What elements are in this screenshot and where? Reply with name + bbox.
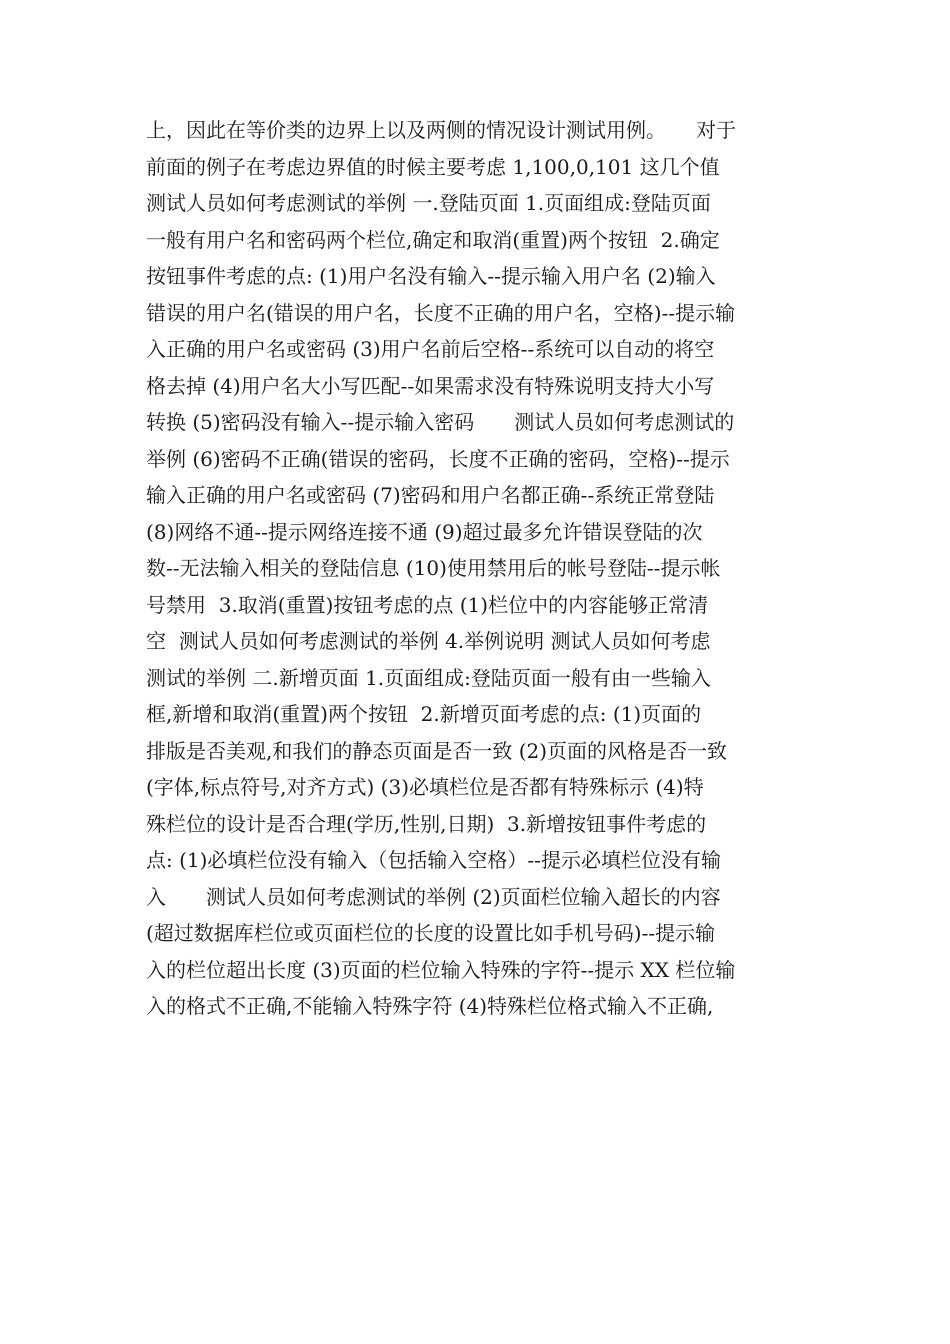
text-line: 殊栏位的设计是否合理(学历,性别,日期) 3.新增按钮事件考虑的 xyxy=(146,811,707,836)
text-line: 排版是否美观,和我们的静态页面是否一致 (2)页面的风格是否一致 xyxy=(146,738,728,763)
text-line: (8)网络不通--提示网络连接不通 (9)超过最多允许错误登陆的次 xyxy=(146,519,703,544)
text-line: 一般有用户名和密码两个栏位,确定和取消(重置)两个按钮 2.确定 xyxy=(146,227,720,252)
text-line: 入的格式不正确,不能输入特殊字符 (4)特殊栏位格式输入不正确, xyxy=(146,994,714,1018)
text-line: 上，因此在等价类的边界上以及两侧的情况设计测试用例。 对于 xyxy=(146,118,736,142)
text-line: 输入正确的用户名或密码 (7)密码和用户名都正确--系统正常登陆 xyxy=(146,483,715,507)
text-line: (超过数据库栏位或页面栏位的长度的设置比如手机号码)--提示输 xyxy=(146,921,716,945)
text-line: 入正确的用户名或密码 (3)用户名前后空格--系统可以自动的将空 xyxy=(146,337,715,361)
text-line: 号禁用 3.取消(重置)按钮考虑的点 (1)栏位中的内容能够正常清 xyxy=(146,592,709,617)
text-line: 点: (1)必填栏位没有输入（包括输入空格）--提示必填栏位没有输 xyxy=(146,848,721,872)
text-line: 数--无法输入相关的登陆信息 (10)使用禁用后的帐号登陆--提示帐 xyxy=(146,556,721,580)
text-line: 举例 (6)密码不正确(错误的密码，长度不正确的密码，空格)--提示 xyxy=(146,446,730,471)
text-line: 格去掉 (4)用户名大小写匹配--如果需求没有特殊说明支持大小写 xyxy=(146,373,715,398)
text-line: 入的栏位超出长度 (3)页面的栏位输入特殊的字符--提示 XX 栏位输 xyxy=(146,957,736,982)
text-line: 框,新增和取消(重置)两个按钮 2.新增页面考虑的点: (1)页面的 xyxy=(146,702,702,726)
text-line: 空 测试人员如何考虑测试的举例 4.举例说明 测试人员如何考虑 xyxy=(146,629,711,653)
document-body-text xyxy=(146,112,814,1025)
text-line: 前面的例子在考虑边界值的时候主要考虑 1,100,0,101 这几个值 xyxy=(146,154,720,179)
text-line: 转换 (5)密码没有输入--提示输入密码 测试人员如何考虑测试的 xyxy=(146,410,735,434)
text-line: 入 测试人员如何考虑测试的举例 (2)页面栏位输入超长的内容 xyxy=(146,884,721,909)
text-line: 错误的用户名(错误的用户名，长度不正确的用户名，空格)--提示输 xyxy=(146,300,736,325)
text-line: 测试人员如何考虑测试的举例 一.登陆页面 1.页面组成:登陆页面 xyxy=(146,191,711,215)
text-line: 按钮事件考虑的点: (1)用户名没有输入--提示输入用户名 (2)输入 xyxy=(146,264,716,288)
text-line: (字体,标点符号,对齐方式) (3)必填栏位是否都有特殊标示 (4)特 xyxy=(146,775,704,799)
text-line: 测试的举例 二.新增页面 1.页面组成:登陆页面一般有由一些输入 xyxy=(146,665,711,690)
